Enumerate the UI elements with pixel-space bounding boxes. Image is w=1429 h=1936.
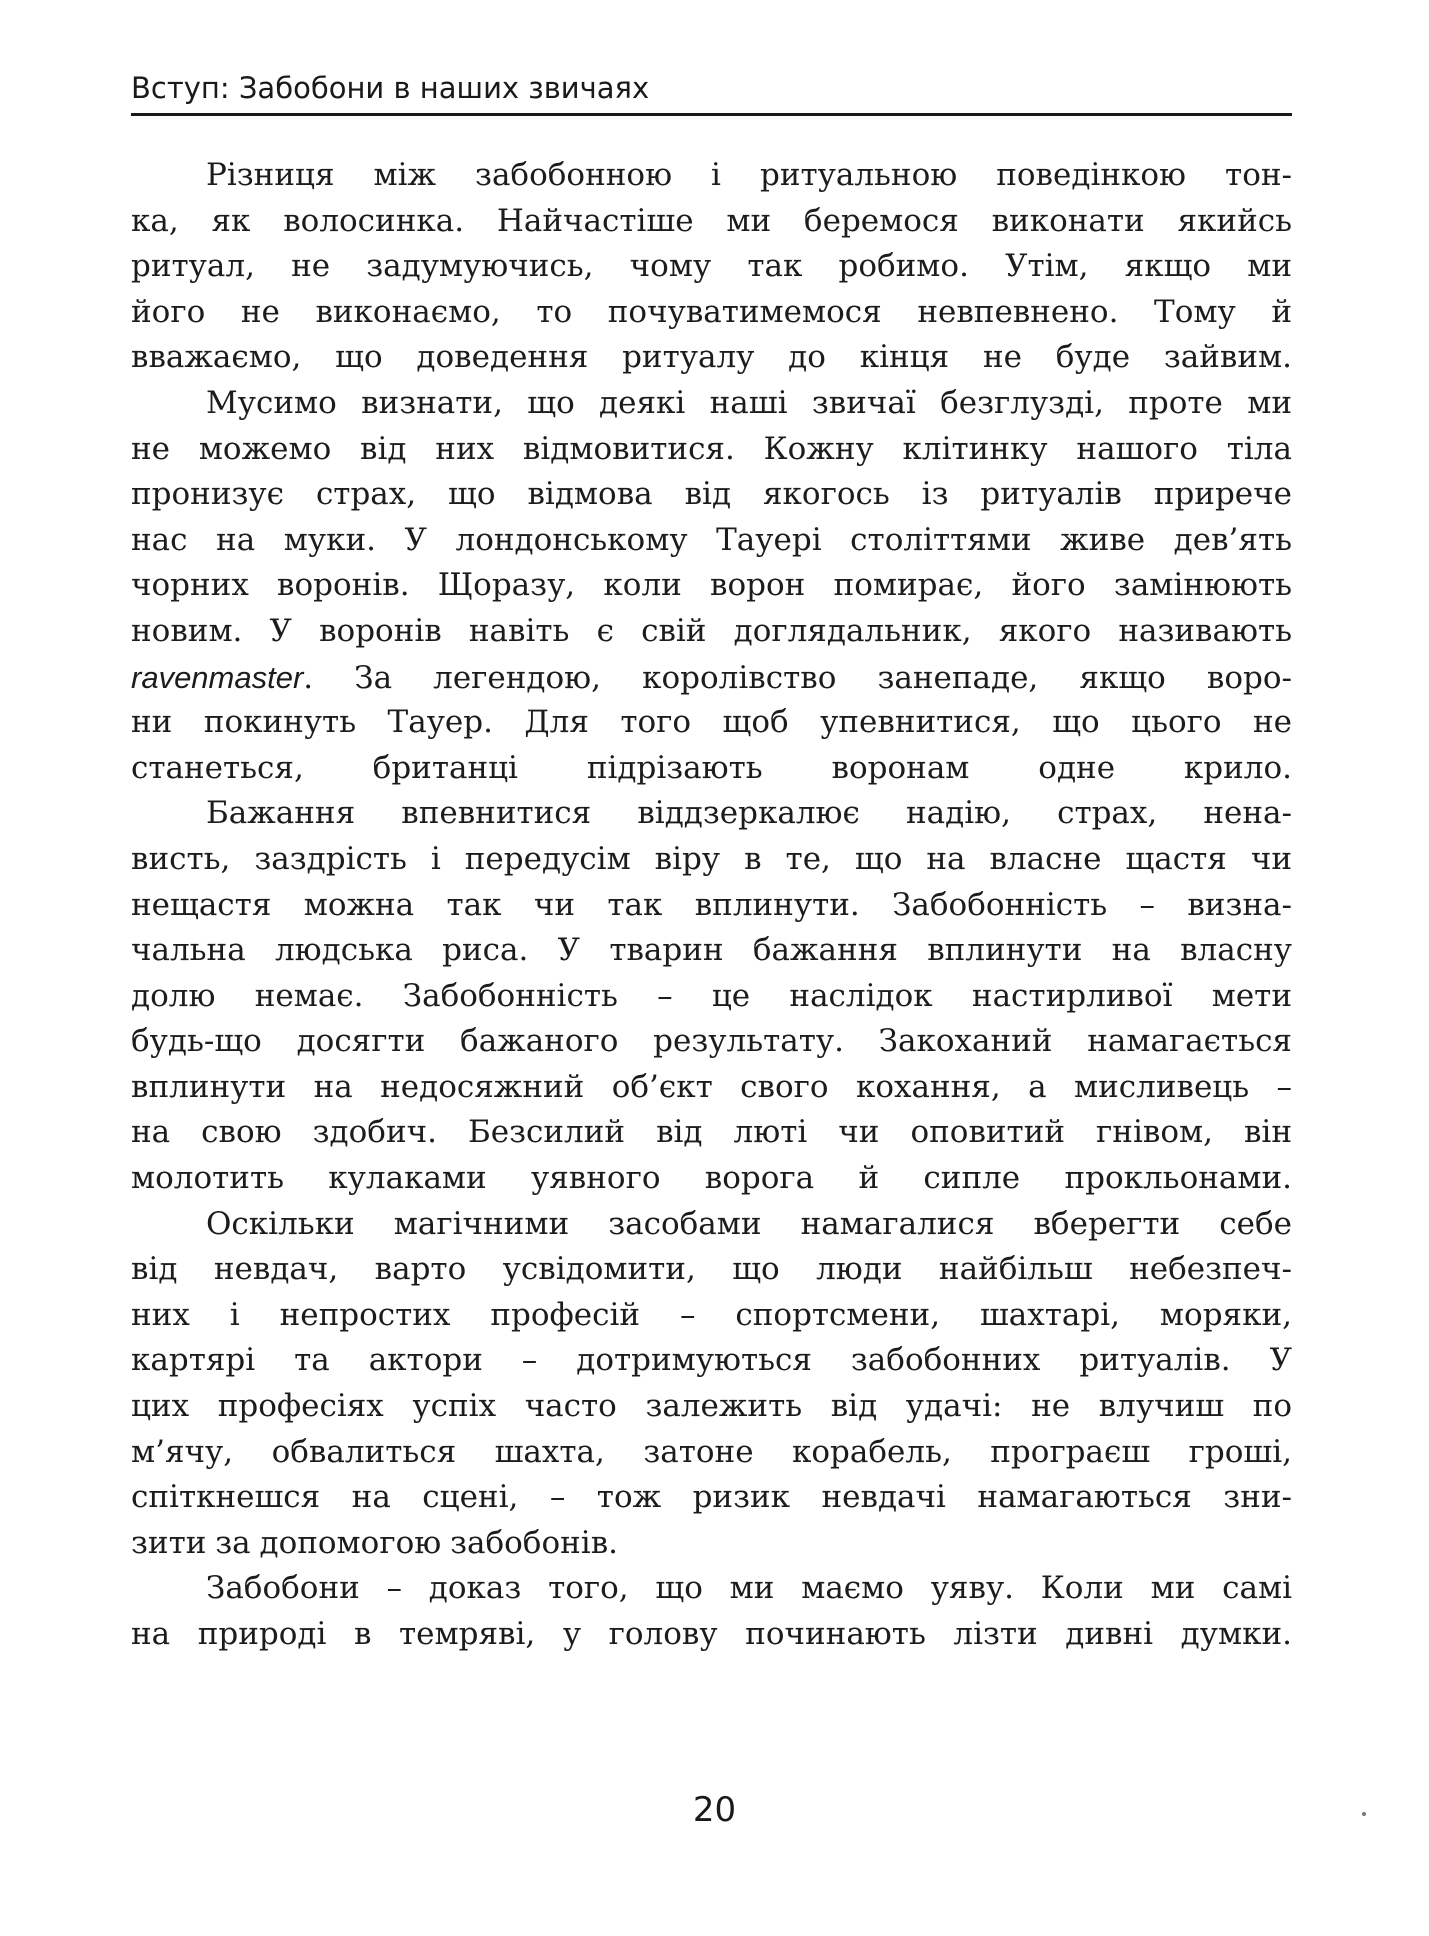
text-line: нас на муки. У лондонському Тауері століттями живе дев’ять bbox=[131, 521, 1292, 558]
text-line: м’ячу, обвалиться шахта, затоне корабель, програєш гроші, bbox=[131, 1433, 1292, 1470]
text-line: станеться, британці підрізають воронам одне крило. bbox=[131, 749, 1292, 786]
text-line: вважаємо, що доведення ритуалу до кінця не буде зайвим. bbox=[131, 339, 1292, 376]
text-line: нещастя можна так чи так вплинути. Забобонність – визна- bbox=[131, 886, 1292, 923]
header-rule bbox=[131, 113, 1292, 116]
paper-speck bbox=[1362, 1812, 1366, 1816]
text-line: спіткнешся на сцені, – тож ризик невдачі намагаються зни- bbox=[131, 1479, 1292, 1516]
paragraph-5 bbox=[131, 1566, 1292, 1657]
text-line: Мусимо визнати, що деякі наші звичаї безглузді, проте ми bbox=[206, 384, 1292, 421]
text-line: на природі в темряві, у голову починають лізти дивні думки. bbox=[131, 1616, 1292, 1652]
text-line: ритуал, не задумуючись, чому так робимо. Утім, якщо ми bbox=[131, 248, 1292, 285]
text-line: молотить кулаками уявного ворога й сипле прокльонами. bbox=[131, 1160, 1292, 1197]
text-line: чальна людська риса. У тварин бажання вплинути на власну bbox=[131, 932, 1292, 969]
page-number: 20 bbox=[692, 1790, 737, 1830]
text-line: пронизує страх, що відмова від якогось із ритуалів прирече bbox=[131, 476, 1292, 513]
text-line: ни покинуть Тауер. Для того щоб упевнитися, що цього не bbox=[131, 704, 1292, 741]
running-head: Вступ: Забобони в наших звичаях bbox=[131, 71, 650, 105]
paragraph-1 bbox=[131, 153, 1292, 381]
text-line-with-italic bbox=[131, 655, 1292, 701]
text-line: Забобони – доказ того, що ми маємо уяву. Коли ми самі bbox=[206, 1570, 1292, 1607]
text-line: від невдач, варто усвідомити, що люди найбільш небезпеч- bbox=[131, 1251, 1292, 1288]
text-line: Оскільки магічними засобами намагалися вберегти себе bbox=[206, 1205, 1292, 1242]
text-line: долю немає. Забобонність – це наслідок настирливої мети bbox=[131, 977, 1292, 1014]
text-line: картярі та актори – дотримуються забобонних ритуалів. У bbox=[131, 1342, 1292, 1379]
paragraph-3 bbox=[131, 791, 1292, 1201]
text-line: висть, заздрість і передусім віру в те, що на власне щастя чи bbox=[131, 840, 1292, 877]
paragraph-4 bbox=[131, 1202, 1292, 1567]
text-line: Бажання впевнитися віддзеркалює надію, страх, нена- bbox=[206, 795, 1292, 832]
text-line: Різниця між забобонною і ритуальною поведінкою тон- bbox=[206, 157, 1292, 193]
text-line: чорних воронів. Щоразу, коли ворон помирає, його замінюють bbox=[131, 567, 1292, 604]
paragraph-2 bbox=[131, 381, 1292, 791]
text-line: вплинути на недосяжний об’єкт свого кохання, а мисливець – bbox=[131, 1068, 1292, 1105]
text-line: новим. У воронів навіть є свій доглядальник, якого називають bbox=[131, 612, 1292, 649]
italic-term: ravenmaster bbox=[131, 659, 304, 695]
text-line: не можемо від них відмовитися. Кожну клітинку нашого тіла bbox=[131, 430, 1292, 467]
text-line: будь-що досягти бажаного результату. Закоханий намагається bbox=[131, 1023, 1292, 1060]
body-text bbox=[131, 153, 1292, 1658]
text-line: зити за допомогою забобонів. bbox=[131, 1524, 619, 1561]
text-line: ка, як волосинка. Найчастіше ми беремося виконати якийсь bbox=[131, 202, 1292, 239]
text-line: них і непростих професій – спортсмени, шахтарі, моряки, bbox=[131, 1296, 1292, 1333]
text-line: цих професіях успіх часто залежить від удачі: не влучиш по bbox=[131, 1388, 1292, 1425]
text-line-rest: . За легендою, королівство занепаде, якщо воро- bbox=[303, 659, 1292, 696]
text-line: його не виконаємо, то почуватимемося невпевнено. Тому й bbox=[131, 293, 1292, 330]
text-line: на свою здобич. Безсилий від люті чи оповитий гнівом, він bbox=[131, 1114, 1292, 1151]
